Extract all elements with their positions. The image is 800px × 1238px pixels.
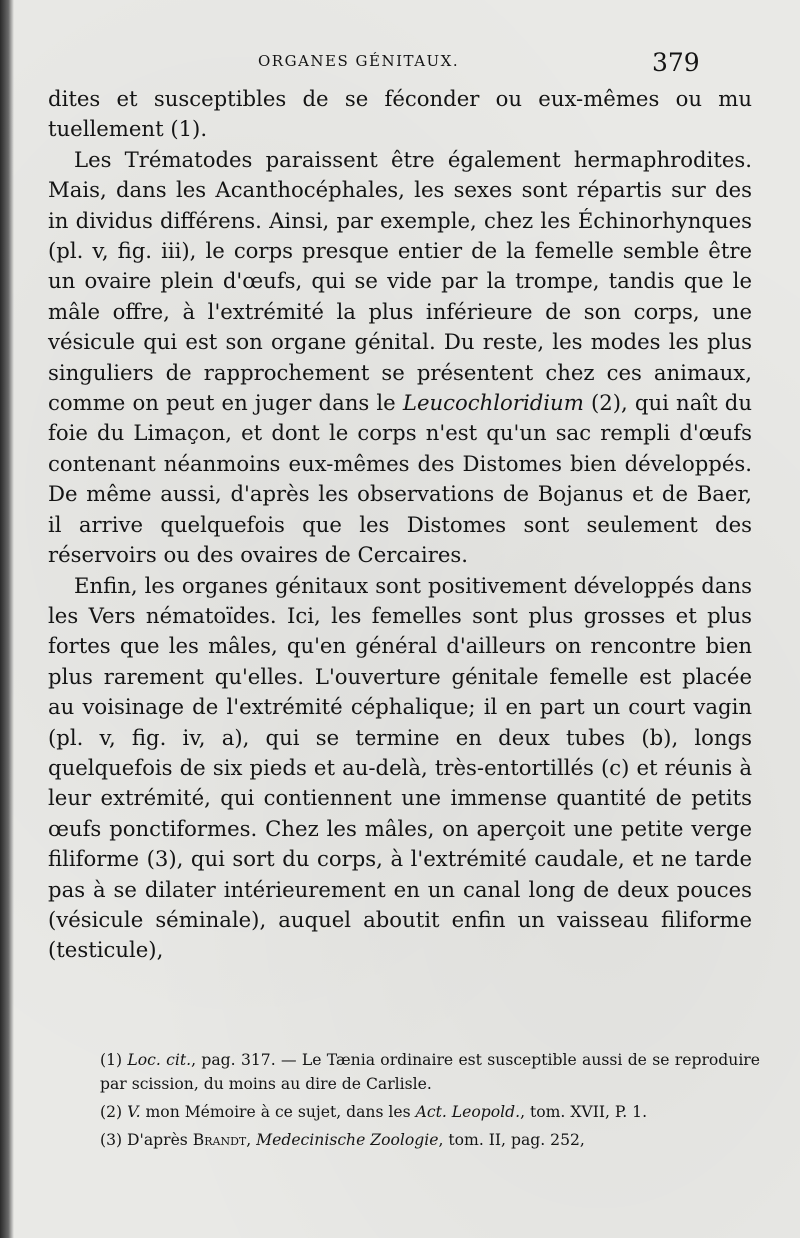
footnote-2-number: (2): [100, 1103, 123, 1121]
footnote-1-number: (1): [100, 1051, 123, 1069]
footnote-3-text-c: , tom. II, pag. 252,: [438, 1131, 585, 1149]
page-gutter-shadow: [0, 0, 14, 1238]
footnotes: [100, 1048, 760, 1156]
footnote-2-journal: Act. Leopold.: [415, 1103, 521, 1121]
paragraph-3: [48, 571, 752, 966]
running-head: ORGANES GÉNITAUX.: [258, 52, 460, 70]
paragraph-3-text: Enfin, les organes génitaux sont positivement développés dans les Vers nématoïdes. Ici, les femelles sont plus grosses et plus fortes que les mâles, qu'en général d'ailleurs on rencontre bien plus rarement qu'elles. L'ouverture génitale femelle est placée au voisinage de l'extrémité céphalique; il en part un court vagin (pl. v, fig. iv, a), qui se termine en deux tubes (b), longs quelquefois de six pieds et au-delà, très-entortillés (c) et réunis à leur extrémité, qui contiennent une immense quantité de petits œufs ponctiformes. Chez les mâles, on aperçoit une petite verge filiforme (3), qui sort du corps, à l'extrémité caudale, et ne tarde pas à se dilater intérieurement en un canal long de deux pouces (vésicule séminale), auquel aboutit enfin un vaisseau filiforme (testicule),: [48, 572, 752, 963]
footnote-1-text: , pag. 317. — Le Tænia ordinaire est susceptible aussi de se reproduire par scission, du moins au dire de Carlisle.: [100, 1051, 760, 1093]
footnote-2-text-a: mon Mémoire à ce sujet, dans les: [140, 1103, 416, 1121]
leucochloridium-term: Leucochloridium: [402, 390, 584, 416]
paragraph-1: [48, 84, 752, 145]
footnote-3-number: (3): [100, 1131, 123, 1149]
footnote-3-author: Brandt: [192, 1131, 247, 1149]
page-header: [0, 48, 800, 78]
footnote-3-title: Medecinische Zoologie: [256, 1131, 439, 1149]
paragraph-2-text-b: (2), qui naît du foie du Limaçon, et dont le corps n'est qu'un sac rempli d'œufs contenant néanmoins eux-mêmes des Distomes bien développés. De même aussi, d'après les observations de Bojanus et de Baer, il arrive quelquefois que les Distomes sont seulement des réservoirs ou des ovaires de Cercaires.: [48, 390, 753, 568]
page-number: 379: [652, 48, 700, 77]
footnote-3: [100, 1128, 760, 1152]
footnote-1-citation: Loc. cit.: [127, 1051, 192, 1069]
main-text: [48, 84, 752, 966]
paragraph-2: [48, 145, 752, 571]
footnote-2-text-b: , tom. XVII, P. 1.: [520, 1103, 648, 1121]
paragraph-1-text: dites et susceptibles de se féconder ou eux-mêmes ou mu tuellement (1).: [48, 86, 752, 142]
paragraph-2-text-a: Les Trématodes paraissent être également hermaphrodites. Mais, dans les Acanthocéphales, les sexes sont répartis sur des in dividus différens. Ainsi, par exemple, chez les Échinorhynques (pl. v, fig. iii), le corps presque entier de la femelle semble être un ovaire plein d'œufs, qui se vide par la trompe, tandis que le mâle offre, à l'extrémité la plus inférieure de son corps, une vésicule qui est son organe génital. Du reste, les modes les plus singuliers de rapprochement se présentent chez ces animaux, comme on peut en juger dans le: [48, 146, 752, 416]
footnote-2-abbrev: V.: [127, 1103, 141, 1121]
footnote-1: [100, 1048, 760, 1096]
footnote-3-text-a: D'après: [122, 1131, 193, 1149]
footnote-3-text-b: ,: [246, 1131, 257, 1149]
footnote-2: [100, 1100, 760, 1124]
